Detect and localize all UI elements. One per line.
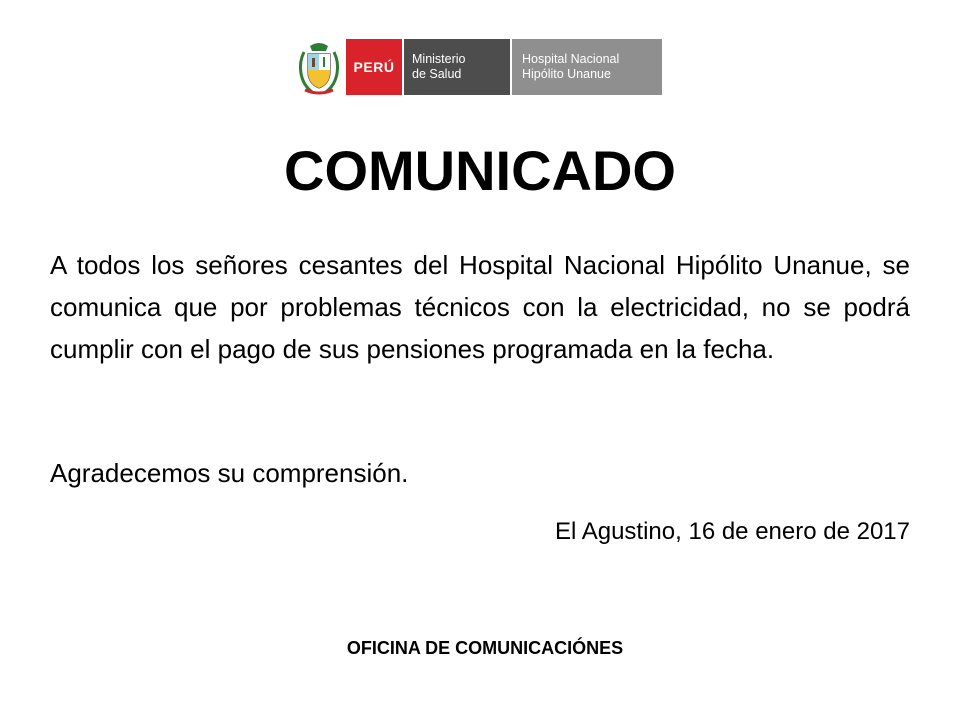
ministry-line-2: de Salud [412,67,462,81]
thanks-text: Agradecemos su comprensión. [50,458,409,488]
hospital-line-2: Hipólito Unanue [522,67,611,81]
hospital-logo-box [512,39,662,95]
issuing-office: OFICINA DE COMUNICACIÓNES [346,638,624,658]
institutional-header [296,38,662,96]
peru-label-box [346,39,402,95]
hospital-line-1: Hospital Nacional [522,52,620,66]
page-title: COMUNICADO [284,139,676,202]
peru-coat-of-arms-icon [296,38,342,96]
announcement-body: A todos los señores cesantes del Hospital Nacional Hipólito Unanue, se comunica que por problemas técnicos con la electricidad, no se podrá cumplir con el pago de sus pensiones programada en la fecha. [50,250,910,364]
place-and-date: El Agustino, 16 de enero de 2017 [555,518,910,545]
peru-label: PERÚ [353,59,395,75]
ministry-line-1: Ministerio [412,52,466,66]
ministry-logo-box [404,39,510,95]
